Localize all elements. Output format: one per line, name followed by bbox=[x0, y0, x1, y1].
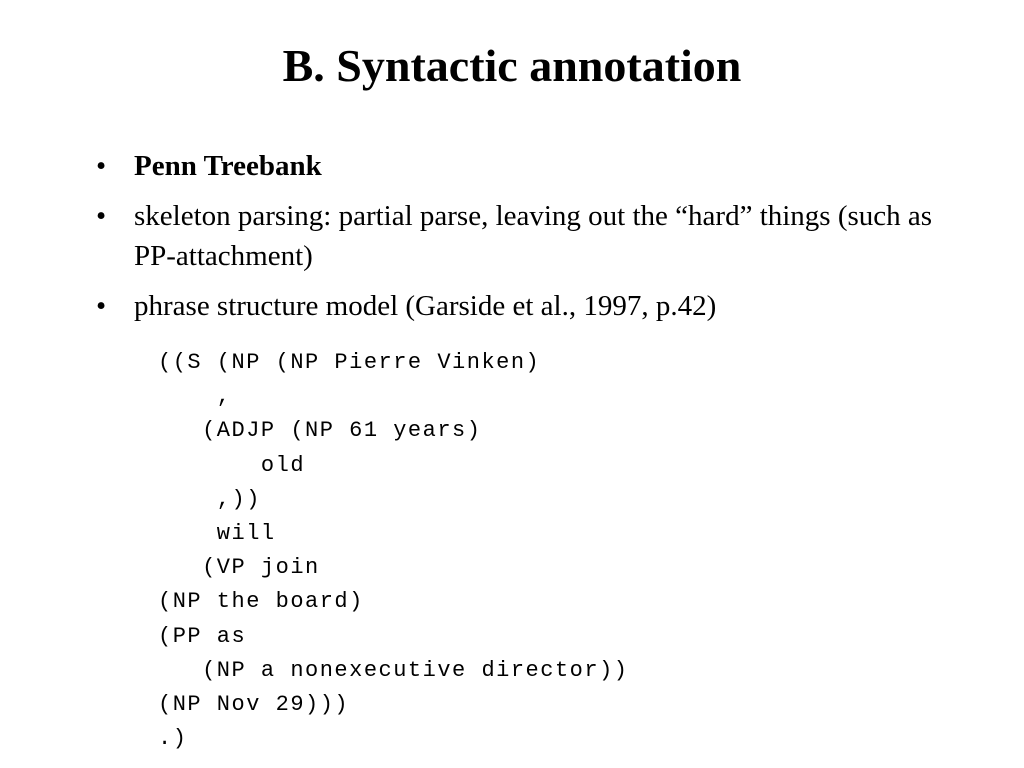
bullet-item-phrase-structure bbox=[96, 286, 956, 326]
treebank-code-block bbox=[158, 346, 628, 756]
slide-title: B. Syntactic annotation bbox=[282, 40, 742, 91]
code-line: (NP the board) bbox=[158, 589, 364, 615]
code-line: .) bbox=[158, 726, 188, 752]
code-line: will bbox=[158, 520, 276, 546]
code-line: (NP Nov 29))) bbox=[158, 691, 350, 717]
code-line: , bbox=[158, 384, 232, 410]
bullet-text: skeleton parsing: partial parse, leaving out the “hard” things (such as PP-attachment) bbox=[134, 200, 933, 272]
bullet-item-skeleton-parsing bbox=[96, 196, 956, 276]
code-line: ,)) bbox=[158, 486, 261, 512]
bullet-marker: • bbox=[96, 150, 107, 182]
bullet-item-penn-treebank bbox=[96, 146, 956, 186]
bullet-text: Penn Treebank bbox=[134, 150, 322, 182]
code-line: (PP as bbox=[158, 623, 247, 649]
code-line: (ADJP (NP 61 years) bbox=[158, 418, 482, 444]
bullet-text: phrase structure model (Garside et al., 1997, p.42) bbox=[134, 290, 717, 322]
code-line: (VP join bbox=[158, 555, 320, 581]
code-line: old bbox=[158, 452, 306, 478]
bullet-marker: • bbox=[96, 290, 107, 322]
code-line: (NP a nonexecutive director)) bbox=[158, 657, 629, 683]
bullet-marker: • bbox=[96, 200, 107, 232]
code-line: ((S (NP (NP Pierre Vinken) bbox=[158, 350, 541, 375]
bullet-list bbox=[96, 146, 956, 336]
